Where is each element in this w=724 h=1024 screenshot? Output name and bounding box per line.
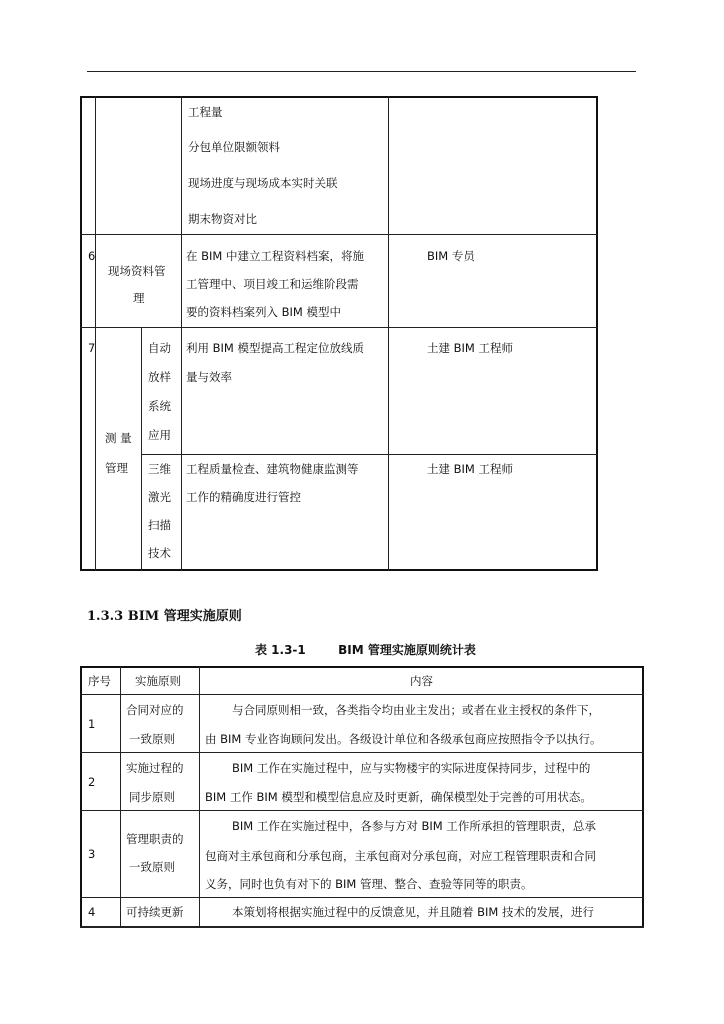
table1-subcol-line (141, 327, 142, 571)
content-line: 包商对主承包商和分承包商，主承包商对分承包商，对应工程管理职责和合同 (205, 849, 596, 863)
table-caption (255, 641, 476, 658)
subcategory-line: 技术 (148, 546, 171, 560)
category-line: 测 量 (105, 431, 132, 445)
table2-row-line (80, 897, 644, 898)
subcategory-line: 扫描 (148, 518, 171, 532)
principle-line: 一致原则 (129, 860, 175, 874)
table1-col-line (95, 96, 96, 571)
content-line: 本策划将根据实施过程中的反馈意见，并且随着 BIM 技术的发展，进行 (232, 905, 595, 919)
table2-col-line (199, 666, 200, 928)
subcategory-line: 激光 (148, 490, 171, 504)
principle-line: 同步原则 (129, 790, 175, 804)
table2-row-line (80, 752, 644, 753)
content-line: 工管理中、项目竣工和运维阶段需 (186, 277, 359, 291)
row-number: 4 (88, 905, 96, 919)
table2-row-line (80, 694, 644, 695)
responsible-role: 土建 BIM 工程师 (427, 462, 514, 476)
category-line: 理 (133, 291, 145, 305)
principle-line: 一致原则 (129, 732, 175, 746)
header-rule (87, 71, 636, 72)
table1-row-line (80, 234, 598, 235)
content-line: 要的资料档案列入 BIM 模型中 (186, 305, 342, 319)
row-number: 3 (88, 847, 96, 861)
caption-number: 表 1.3-1 (255, 643, 306, 657)
table1-row-line (80, 327, 598, 328)
principle-line: 合同对应的 (126, 703, 184, 717)
row-number: 6 (88, 249, 96, 263)
content-line: BIM 工作在实施过程中，应与实物楼宇的实际进度保持同步，过程中的 (232, 761, 591, 775)
table2-col-line (120, 666, 121, 928)
row-number: 7 (88, 341, 96, 355)
content-line: 与合同原则相一致，各类指令均由业主发出；或者在业主授权的条件下， (232, 703, 600, 717)
content-line: BIM 工作在实施过程中，各参与方对 BIM 工作所承担的管理职责，总承 (232, 819, 596, 833)
content-line: 利用 BIM 模型提高工程定位放线质 (186, 341, 365, 355)
category-line: 现场资料管 (108, 264, 166, 278)
content-line: 期末物资对比 (188, 212, 257, 226)
header-content: 内容 (410, 674, 433, 688)
caption-title: BIM 管理实施原则统计表 (338, 643, 476, 657)
content-line: 在 BIM 中建立工程资料档案，将施 (186, 249, 365, 263)
content-line: 工作的精确度进行管控 (186, 490, 301, 504)
content-line: 义务，同时也负有对下的 BIM 管理、整合、查验等同等的职责。 (205, 877, 533, 891)
responsible-role: 土建 BIM 工程师 (427, 341, 514, 355)
content-line: 工程量 (188, 105, 223, 119)
content-line: BIM 工作 BIM 模型和模型信息应及时更新，确保模型处于完善的可用状态。 (205, 790, 592, 804)
table1-col-line (388, 96, 389, 571)
header-principle: 实施原则 (135, 674, 181, 688)
row-number: 1 (88, 717, 96, 731)
principle-line: 实施过程的 (126, 761, 184, 775)
section-heading: 1.3.3 BIM 管理实施原则 (87, 609, 242, 624)
subcategory-line: 放样 (148, 370, 171, 384)
responsible-role: BIM 专员 (427, 249, 475, 263)
content-line: 由 BIM 专业咨询顾问发出。各级设计单位和各级承包商应按照指令予以执行。 (205, 732, 602, 746)
category-line: 管理 (105, 461, 128, 475)
table2-row-line (80, 810, 644, 811)
table1-col-line (181, 96, 182, 571)
subcategory-line: 三维 (148, 462, 171, 476)
content-line: 分包单位限额领料 (188, 140, 280, 154)
header-num: 序号 (88, 674, 111, 688)
subcategory-line: 应用 (148, 428, 171, 442)
row-number: 2 (88, 775, 96, 789)
content-line: 现场进度与现场成本实时关联 (188, 176, 338, 190)
subcategory-line: 系统 (148, 399, 171, 413)
table1-row-line (141, 454, 598, 455)
principle-line: 可持续更新 (126, 905, 184, 919)
subcategory-line: 自动 (148, 341, 171, 355)
table2-row-line (80, 926, 644, 928)
content-line: 工程质量检查、建筑物健康监测等 (186, 462, 359, 476)
content-line: 量与效率 (186, 370, 232, 384)
principle-line: 管理职责的 (126, 832, 184, 846)
